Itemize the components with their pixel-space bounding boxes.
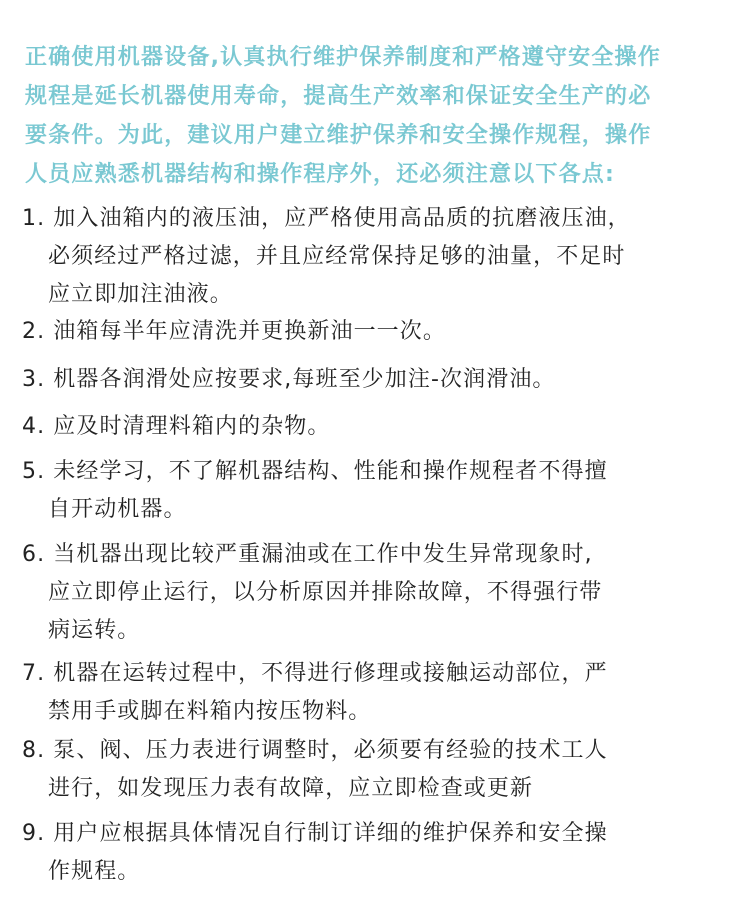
rule-line: 禁用手或脚在料箱内按压物料。 [48,699,372,724]
intro-paragraph [25,38,735,194]
rule-line: 9. 用户应根据具体情况自行制订详细的维护保养和安全操 [22,821,608,846]
rule-line: 8. 泵、阀、压力表进行调整时，必须要有经验的技术工人 [22,738,608,763]
intro-line: 规程是延长机器使用寿命，提高生产效率和保证安全生产的必 [25,84,652,109]
rule-line: 4. 应及时清理料箱内的杂物。 [22,414,331,439]
rule-item-1 [22,200,732,314]
rule-item-3 [22,361,732,399]
rule-item-7 [22,655,732,731]
rule-item-9 [22,815,732,891]
rule-line: 进行，如发现压力表有故障，应立即检查或更新 [48,776,534,801]
rule-item-8 [22,732,732,808]
rule-line: 应立即停止运行，以分析原因并排除故障，不得强行带 [48,580,603,605]
rule-line: 作规程。 [48,859,141,884]
rule-line: 病运转。 [48,618,141,643]
rule-line: 自开动机器。 [48,497,187,522]
rule-line: 必须经过严格过滤，并且应经常保持足够的油量，不足时 [48,244,626,269]
rule-line: 6. 当机器出现比较严重漏油或在工作中发生异常现象时, [22,542,593,567]
rule-item-6 [22,536,732,650]
rule-line: 2. 油箱每半年应清洗并更换新油一一次。 [22,319,446,344]
rule-item-2 [22,313,732,351]
rule-line: 应立即加注油液。 [48,282,233,307]
rule-line: 5. 未经学习，不了解机器结构、性能和操作规程者不得擅 [22,459,608,484]
rule-item-5 [22,453,732,529]
rule-line: 7. 机器在运转过程中，不得进行修理或接触运动部位，严 [22,661,608,686]
intro-line: 正确使用机器设备,认真执行维护保养制度和严格遵守安全操作 [25,45,661,70]
intro-line: 人员应熟悉机器结构和操作程序外，还必须注意以下各点: [25,162,615,187]
rule-line: 3. 机器各润滑处应按要求,每班至少加注-次润滑油。 [22,367,556,392]
intro-line: 要条件。为此，建议用户建立维护保养和安全操作规程，操作 [25,123,652,148]
rule-item-4 [22,408,732,446]
rule-line: 1. 加入油箱内的液压油，应严格使用高品质的抗磨液压油， [22,206,631,231]
